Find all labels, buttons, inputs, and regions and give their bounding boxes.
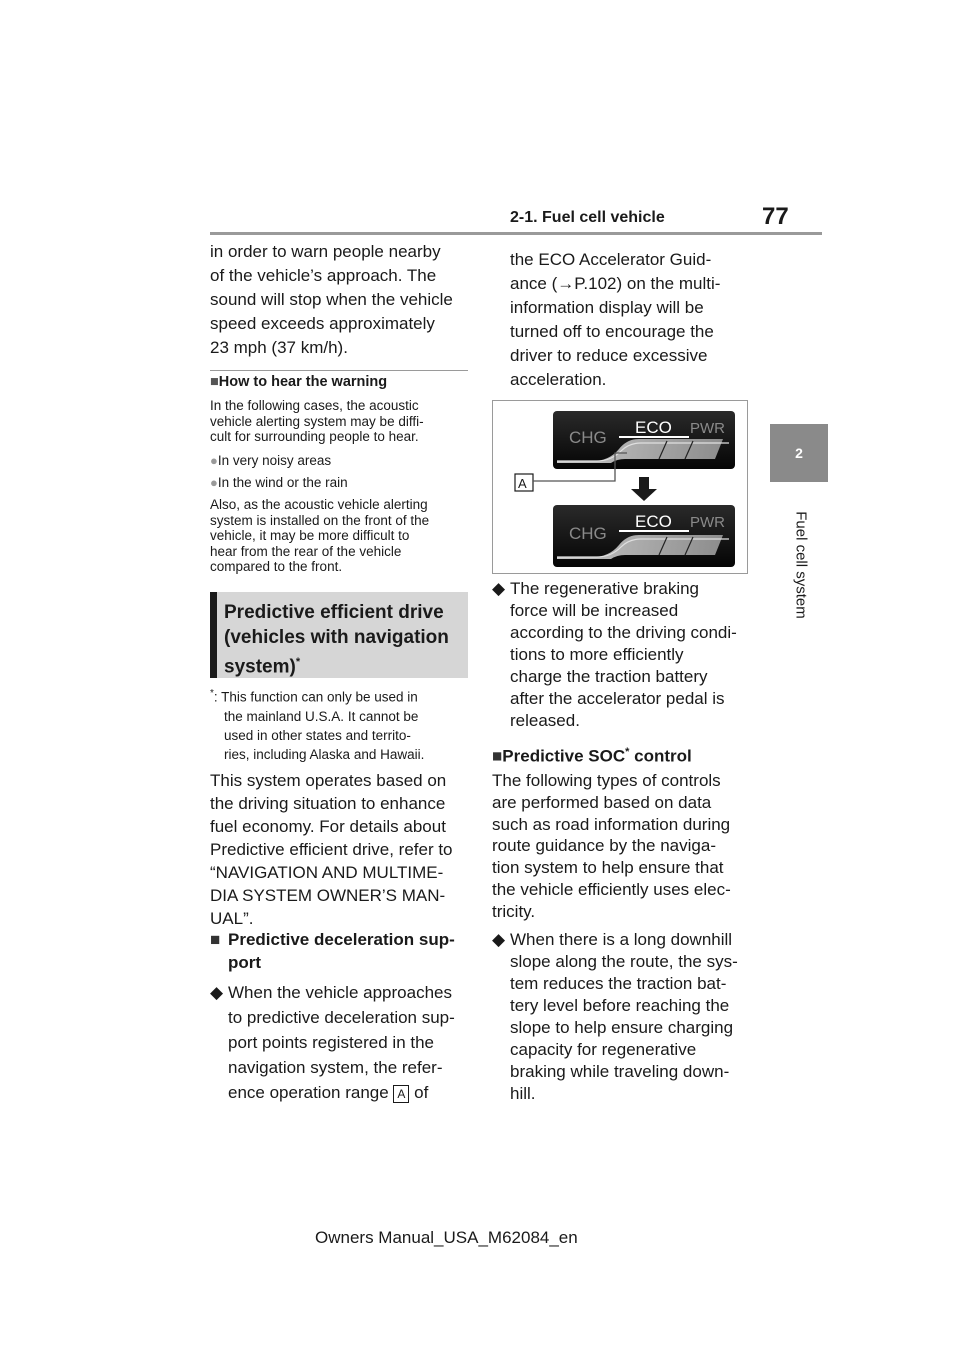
text-line: tions to more efficiently [510, 645, 684, 664]
gauge-chg-label: CHG [569, 524, 607, 543]
chapter-tab[interactable]: 2 [770, 424, 828, 482]
text-line: vehicle alerting system may be diffi- [210, 413, 424, 429]
arrow-right-icon: → [557, 274, 575, 293]
text-line: braking while traveling down- [510, 1062, 730, 1081]
text-line: DIA SYSTEM OWNER’S MAN- [210, 886, 446, 905]
down-arrow-icon [631, 477, 657, 501]
text-line: released. [510, 711, 580, 730]
heading-line: (vehicles with navigation [224, 627, 449, 648]
list-item [210, 473, 348, 492]
square-bullet-icon: ■ [492, 746, 503, 766]
text-line: ance ( [510, 274, 558, 293]
text-line: The following types of controls [492, 771, 721, 790]
footnote-marker: * [295, 656, 301, 668]
diamond-bullet-icon: ◆ [492, 930, 506, 949]
text-line: speed exceeds approximately [210, 314, 435, 333]
footnote [210, 684, 472, 764]
text-line: according to the driving condi- [510, 623, 737, 642]
section-heading [224, 600, 462, 679]
warning-text [210, 398, 472, 445]
text-line: slope to help ensure charging [510, 1018, 734, 1037]
circle-bullet-icon: ● [210, 475, 218, 490]
soc-heading [492, 741, 692, 768]
text-line: navigation system, the refer- [228, 1058, 443, 1077]
list-item-text: In the wind or the rain [217, 475, 348, 490]
text-line: used in other states and territo- [224, 727, 411, 743]
gauge-eco-label: ECO [635, 512, 672, 531]
text-line: compared to the front. [210, 559, 343, 574]
heading-text: Predictive SOC [502, 746, 626, 766]
text-line: to predictive deceleration sup- [228, 1008, 455, 1027]
text-line: “NAVIGATION AND MULTIME- [210, 863, 444, 882]
text-line: hear from the rear of the vehicle [210, 543, 402, 559]
downhill-bullet [492, 929, 758, 1105]
text-line: 23 mph (37 km/h). [210, 338, 348, 357]
text-line: cult for surrounding people to hear. [210, 429, 419, 444]
text-line: In the following cases, the acoustic [210, 398, 419, 413]
text-line: tricity. [492, 901, 536, 921]
header-rule [210, 232, 822, 235]
text-line: route guidance by the naviga- [492, 836, 716, 856]
diamond-bullet-icon: ◆ [492, 579, 506, 598]
text-line: slope along the route, the sys- [510, 952, 738, 971]
system-paragraph [210, 769, 472, 930]
regen-bullet [492, 578, 758, 732]
text-line: tem reduces the traction bat- [510, 974, 727, 993]
heading-line: Predictive deceleration sup- [228, 930, 455, 949]
text-line: after the accelerator pedal is [510, 689, 725, 708]
circle-bullet-icon: ● [210, 453, 218, 468]
continued-paragraph [510, 248, 760, 392]
text-line: of [414, 1083, 429, 1102]
text-line: fuel economy. For details about [210, 817, 446, 836]
callout-a-label: A [393, 1085, 409, 1103]
callout-a-text: A [518, 476, 527, 491]
text-line: hill. [510, 1084, 536, 1103]
text-line: When there is a long downhill [510, 930, 733, 949]
text-line: Also, as the acoustic vehicle alerting [210, 497, 428, 512]
heading-line: system) [224, 656, 296, 678]
divider [210, 370, 468, 371]
text-line: port points registered in the [228, 1033, 435, 1052]
chapter-label [756, 510, 846, 620]
text-line: the driving situation to enhance [210, 794, 446, 813]
text-line: system is installed on the front of the [210, 512, 430, 528]
text-line: driver to reduce excessive [510, 346, 708, 365]
text-line: the ECO Accelerator Guid- [510, 250, 712, 269]
heading-line: port [228, 953, 262, 972]
diamond-bullet-icon: ◆ [210, 983, 224, 1002]
text-line: turned off to encourage the [510, 322, 714, 341]
text-line: The regenerative braking [510, 579, 700, 598]
footnote-marker: * [625, 746, 630, 758]
manual-id: Owners Manual_USA_M62084_en [315, 1228, 578, 1247]
text-line: vehicle, it may be more difficult to [210, 528, 410, 543]
gauge-chg-label: CHG [569, 428, 607, 447]
list-item-text: In very noisy areas [217, 453, 332, 468]
warning-note [210, 497, 474, 575]
text-line: in order to warn people nearby [210, 242, 441, 261]
square-bullet-icon: ■ [210, 930, 221, 949]
text-line: : This function can only be used in [213, 689, 418, 705]
page-reference-link[interactable]: P.102) on the multi- [574, 274, 721, 293]
decel-heading [210, 928, 472, 974]
warning-heading [210, 374, 387, 390]
warning-heading-text: How to hear the warning [218, 374, 388, 390]
heading-line: Predictive efficient drive [224, 602, 444, 623]
text-line: tion system to help ensure that [492, 858, 724, 878]
eco-gauge-illustration [493, 401, 747, 573]
text-line: such as road information during [492, 814, 731, 834]
text-line: Predictive efficient drive, refer to [210, 840, 453, 859]
square-bullet-icon: ■ [210, 374, 219, 390]
text-line: capacity for regenerative [510, 1040, 697, 1059]
text-line: ries, including Alaska and Hawaii. [224, 746, 425, 762]
text-line: of the vehicle’s approach. The [210, 266, 437, 285]
eco-gauge-figure [492, 400, 748, 574]
text-line: acceleration. [510, 370, 607, 389]
text-line: When the vehicle approaches [228, 983, 452, 1002]
text-line: UAL”. [210, 909, 254, 928]
gauge-pwr-label: PWR [690, 514, 725, 531]
intro-paragraph [210, 240, 470, 360]
decel-bullet [210, 980, 472, 1105]
heading-text: control [629, 746, 692, 766]
text-line: are performed based on data [492, 792, 712, 812]
text-line: force will be increased [510, 601, 679, 620]
section-title: 2-1. Fuel cell vehicle [510, 209, 665, 226]
text-line: information display will be [510, 298, 704, 317]
text-line: charge the traction battery [510, 667, 708, 686]
text-line: tery level before reaching the [510, 996, 730, 1015]
soc-paragraph [492, 770, 758, 923]
chapter-label-text: Fuel cell system [792, 511, 810, 619]
gauge-eco-label: ECO [635, 418, 672, 437]
text-line: the vehicle efficiently uses elec- [492, 879, 731, 899]
text-line: sound will stop when the vehicle [210, 290, 453, 309]
text-line: ence operation range [228, 1083, 389, 1102]
section-heading-bar [210, 592, 217, 678]
text-line: the mainland U.S.A. It cannot be [224, 708, 419, 724]
page-number: 77 [762, 203, 789, 230]
gauge-pwr-label: PWR [690, 420, 725, 437]
text-line: This system operates based on [210, 771, 447, 790]
list-item [210, 451, 331, 470]
footnote-marker: * [210, 688, 214, 699]
